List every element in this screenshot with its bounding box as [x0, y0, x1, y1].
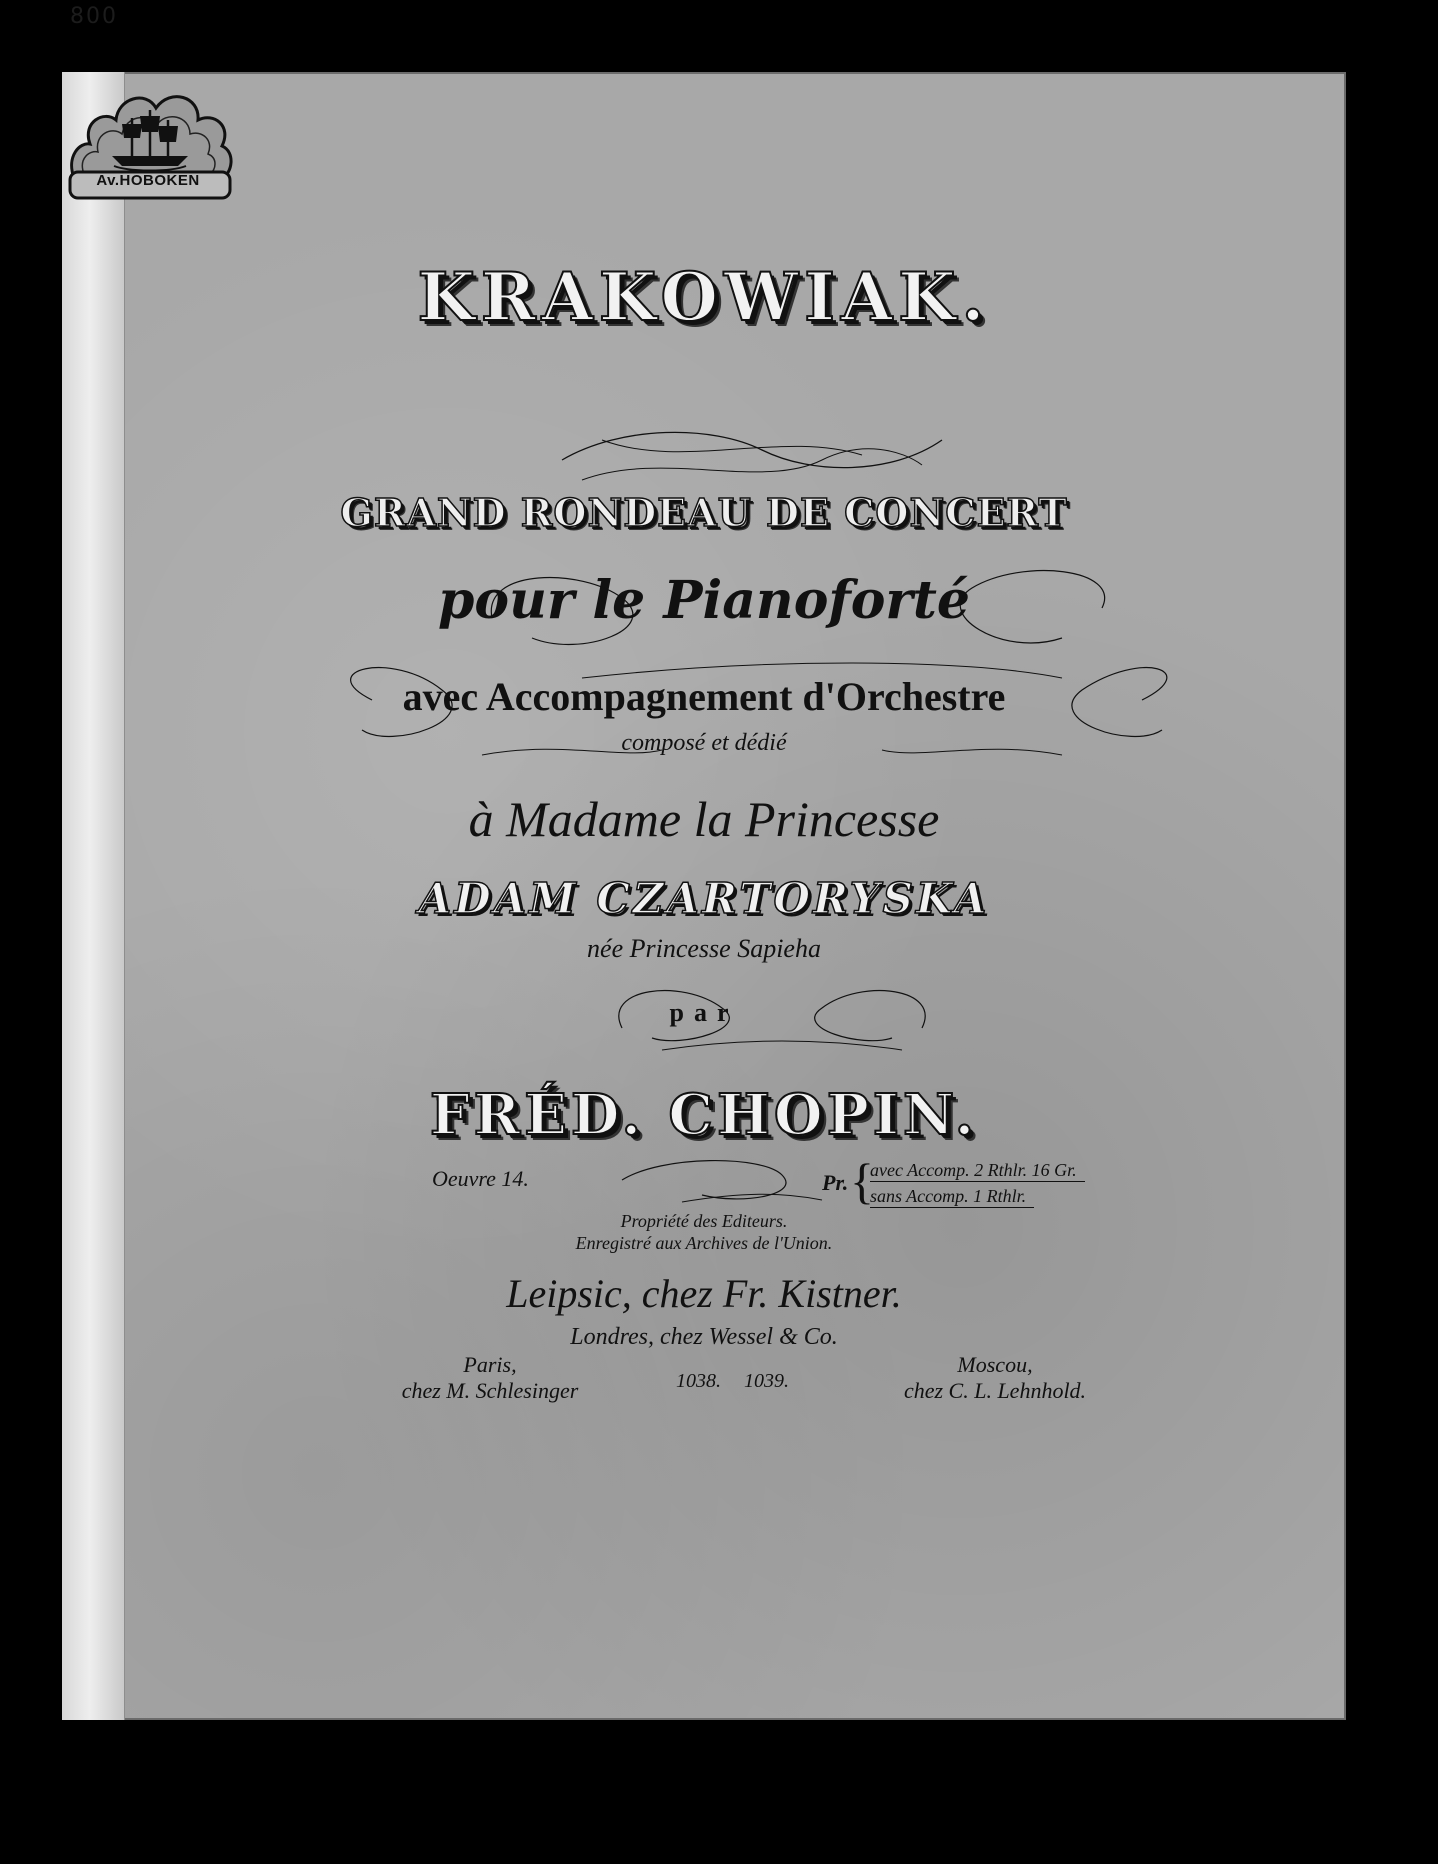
accompaniment-line: avec Accompagnement d'Orchestre: [402, 674, 1006, 719]
price-label: Pr.: [822, 1170, 849, 1195]
opus-number: Oeuvre 14.: [432, 1166, 529, 1191]
co-publisher-line: Londres, chez Wessel & Co.: [570, 1324, 838, 1350]
rights-notice: [62, 1210, 1346, 1254]
dedication-intro: composé et dédié: [621, 730, 787, 756]
moscow-agent: [880, 1352, 1110, 1404]
by-line: par: [669, 998, 739, 1027]
price-with-accompaniment: avec Accomp. 2 Rthlr. 16 Gr.: [870, 1160, 1085, 1182]
paris-house: chez M. Schlesinger: [401, 1378, 579, 1403]
price-without-accompaniment: sans Accomp. 1 Rthlr.: [870, 1186, 1034, 1208]
moscow-city: Moscou,: [957, 1352, 1033, 1377]
catalog-number: 800: [70, 4, 118, 29]
stamp-label: Av.HOBOKEN: [96, 172, 200, 189]
work-subtitle: GRAND RONDEAU DE CONCERT: [340, 490, 1068, 535]
dedicatee-origin: née Princesse Sapieha: [587, 934, 821, 963]
instrument-line: pour le Pianoforté: [438, 570, 970, 631]
dedicatee-title: à Madame la Princesse: [468, 791, 940, 847]
paris-city: Paris,: [463, 1352, 517, 1377]
work-title: KRAKOWIAK.: [417, 258, 991, 336]
dedicatee-name: ADAM CZARTORYSKA: [418, 874, 990, 923]
moscow-house: chez C. L. Lehnhold.: [903, 1378, 1087, 1403]
paris-agent: [380, 1352, 600, 1404]
price-brace: {: [850, 1153, 874, 1209]
library-stamp: [60, 60, 240, 210]
rights-line-1: Propriété des Editeurs.: [620, 1211, 788, 1231]
plate-numbers: 1038. 1039.: [676, 1370, 789, 1392]
rights-line-2: Enregistré aux Archives de l'Union.: [575, 1233, 833, 1253]
publisher-line: Leipsic, chez Fr. Kistner.: [506, 1271, 902, 1316]
composer-name: FRÉD. CHOPIN.: [429, 1082, 979, 1148]
